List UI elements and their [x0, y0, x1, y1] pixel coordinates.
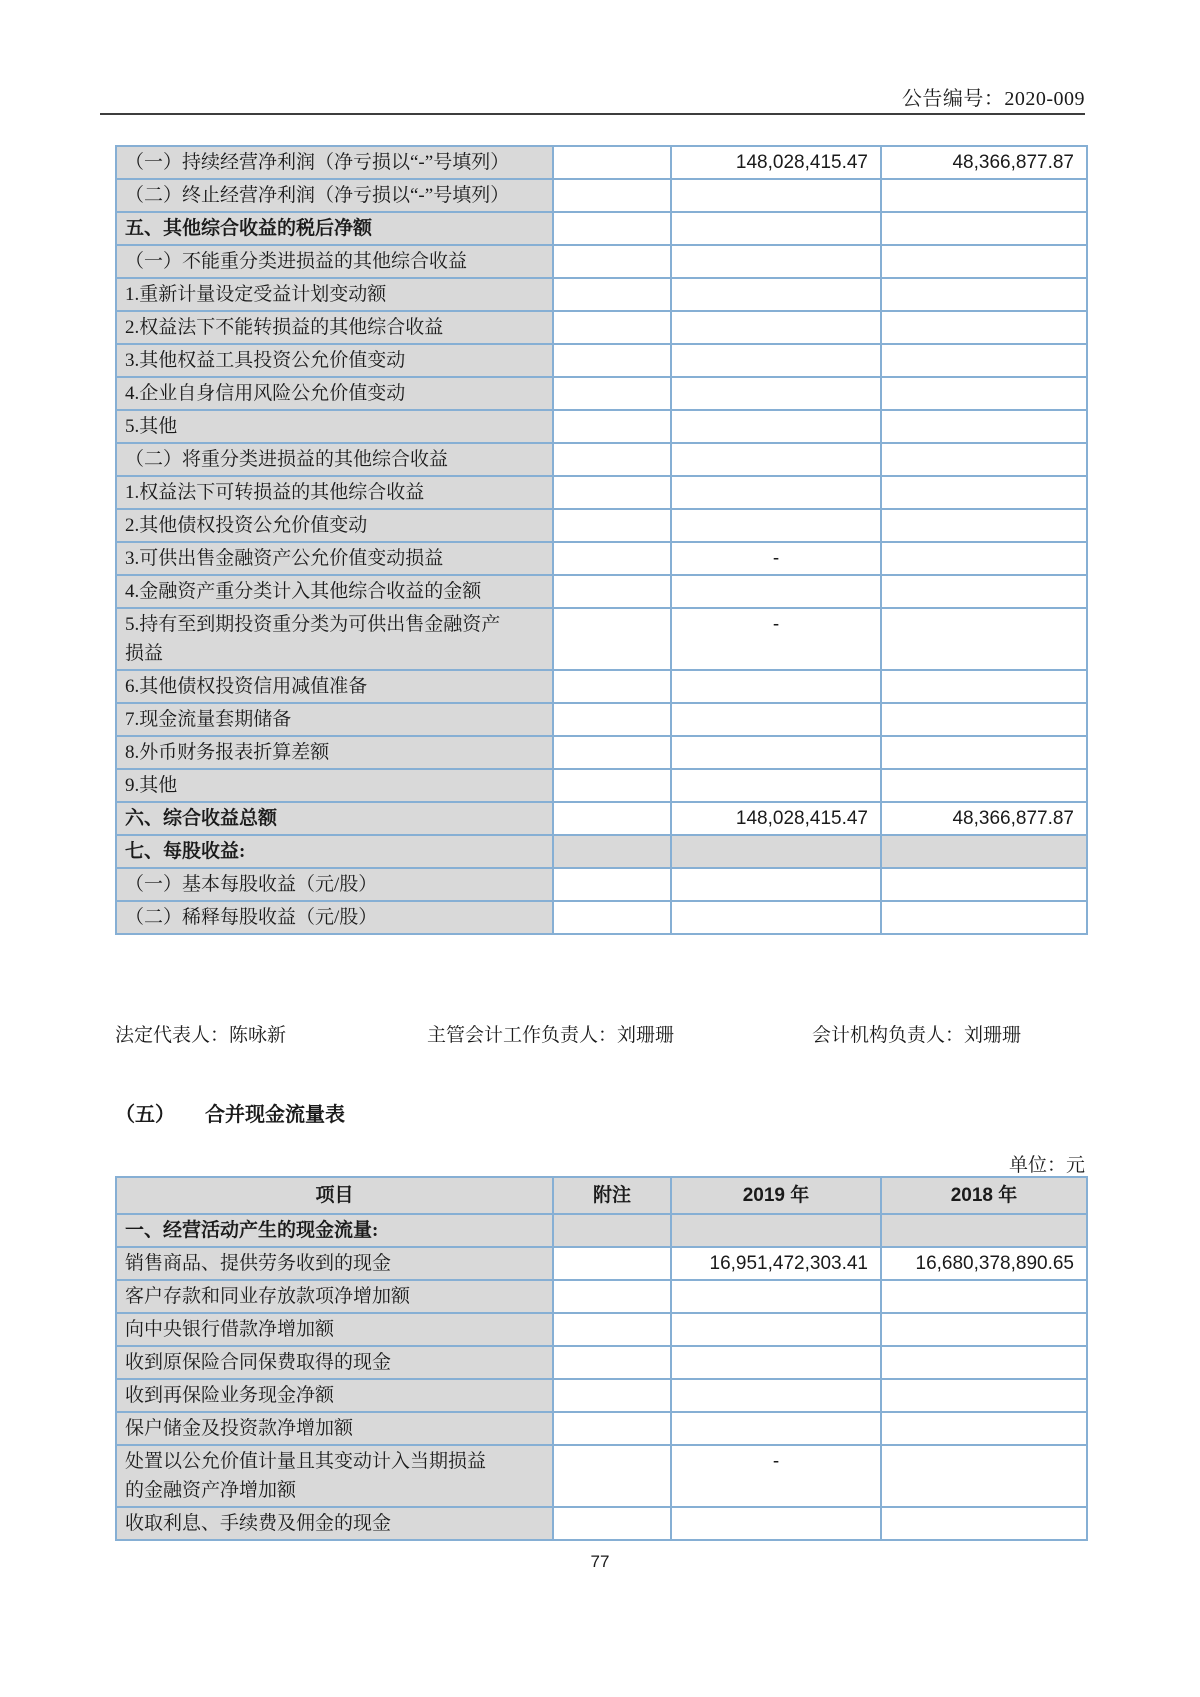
value-2018-cell	[881, 410, 1087, 443]
value-2019-cell	[671, 278, 881, 311]
item-label-cell: 9.其他	[116, 769, 553, 802]
table-row	[116, 835, 1087, 868]
table-row	[116, 1313, 1087, 1346]
note-cell	[553, 1507, 671, 1540]
note-cell	[553, 736, 671, 769]
value-2019-cell	[671, 1412, 881, 1445]
note-cell	[553, 575, 671, 608]
value-2018-cell	[881, 542, 1087, 575]
table-row	[116, 1214, 1087, 1247]
value-2019-cell	[671, 575, 881, 608]
value-2018-cell	[881, 1346, 1087, 1379]
value-2019-cell	[671, 410, 881, 443]
item-label-cell: 6.其他债权投资信用减值准备	[116, 670, 553, 703]
item-label-cell: （一）基本每股收益（元/股）	[116, 868, 553, 901]
item-label-cell: 七、每股收益:	[116, 835, 553, 868]
cashflow-header-row	[116, 1177, 1087, 1214]
value-2019-cell	[671, 509, 881, 542]
note-cell	[553, 868, 671, 901]
note-cell	[553, 835, 671, 868]
item-label-cell: 7.现金流量套期储备	[116, 703, 553, 736]
value-2018-cell	[881, 1445, 1087, 1507]
page-number: 77	[590, 1552, 610, 1571]
value-2018-cell	[881, 1507, 1087, 1540]
value-2019-cell	[671, 245, 881, 278]
section-number: （五）	[115, 1104, 175, 1126]
value-2018-cell	[881, 1412, 1087, 1445]
table-row	[116, 311, 1087, 344]
item-label-cell: 客户存款和同业存放款项净增加额	[116, 1280, 553, 1313]
value-2018-cell	[881, 278, 1087, 311]
note-cell	[553, 1247, 671, 1280]
value-2019-cell	[671, 1379, 881, 1412]
value-2018-cell	[881, 443, 1087, 476]
note-cell	[553, 1445, 671, 1507]
item-label-cell: 1.权益法下可转损益的其他综合收益	[116, 476, 553, 509]
item-label-cell: 向中央银行借款净增加额	[116, 1313, 553, 1346]
table-row	[116, 1379, 1087, 1412]
table-row	[116, 443, 1087, 476]
table-row	[116, 377, 1087, 410]
value-2019-cell	[671, 736, 881, 769]
note-cell	[553, 509, 671, 542]
note-cell	[553, 608, 671, 670]
section-title	[115, 1098, 345, 1127]
accounting-department-head: 会计机构负责人：刘珊珊	[812, 1025, 1022, 1046]
section-name: 合并现金流量表	[205, 1104, 345, 1126]
value-2019-cell	[671, 1346, 881, 1379]
value-2018-cell	[881, 868, 1087, 901]
value-2019-cell	[671, 769, 881, 802]
item-label-cell: 2.其他债权投资公允价值变动	[116, 509, 553, 542]
item-label-cell: 4.企业自身信用风险公允价值变动	[116, 377, 553, 410]
value-2018-cell	[881, 835, 1087, 868]
item-label-cell: 处置以公允价值计量且其变动计入当期损益的金融资产净增加额	[116, 1445, 553, 1507]
table-row	[116, 509, 1087, 542]
value-2018-cell	[881, 509, 1087, 542]
value-2019-cell	[671, 703, 881, 736]
note-cell	[553, 311, 671, 344]
table-row	[116, 1445, 1087, 1507]
value-2018-cell: 48,366,877.87	[881, 146, 1087, 179]
item-label-cell: 六、综合收益总额	[116, 802, 553, 835]
note-cell	[553, 802, 671, 835]
value-2018-cell	[881, 769, 1087, 802]
item-label-cell: （二）将重分类进损益的其他综合收益	[116, 443, 553, 476]
table-row	[116, 542, 1087, 575]
table-row	[116, 1507, 1087, 1540]
note-cell	[553, 245, 671, 278]
value-2019-cell: -	[671, 542, 881, 575]
note-cell	[553, 703, 671, 736]
value-2018-cell	[881, 245, 1087, 278]
item-label-cell: 4.金融资产重分类计入其他综合收益的金额	[116, 575, 553, 608]
note-cell	[553, 212, 671, 245]
table-row	[116, 575, 1087, 608]
note-cell	[553, 377, 671, 410]
note-cell	[553, 1280, 671, 1313]
table-row	[116, 769, 1087, 802]
item-label-cell: 5.其他	[116, 410, 553, 443]
value-2018-cell	[881, 1280, 1087, 1313]
table-row	[116, 146, 1087, 179]
value-2019-cell	[671, 1280, 881, 1313]
note-cell	[553, 344, 671, 377]
note-cell	[553, 146, 671, 179]
note-cell	[553, 542, 671, 575]
comprehensive-income-table	[115, 145, 1088, 935]
note-cell	[553, 410, 671, 443]
income-table-body	[116, 146, 1087, 934]
unit-label: 单位：元	[1008, 1155, 1085, 1176]
header-item: 项目	[116, 1177, 553, 1214]
value-2019-cell	[671, 901, 881, 934]
table-row	[116, 245, 1087, 278]
item-label-cell: 8.外币财务报表折算差额	[116, 736, 553, 769]
item-label-cell: （一）不能重分类进损益的其他综合收益	[116, 245, 553, 278]
table-row	[116, 179, 1087, 212]
table-row	[116, 1412, 1087, 1445]
header-2018: 2018 年	[881, 1177, 1087, 1214]
value-2018-cell	[881, 901, 1087, 934]
value-2018-cell	[881, 670, 1087, 703]
table-row	[116, 278, 1087, 311]
table-row	[116, 703, 1087, 736]
value-2019-cell	[671, 868, 881, 901]
note-cell	[553, 179, 671, 212]
item-label-cell: 3.可供出售金融资产公允价值变动损益	[116, 542, 553, 575]
table-row	[116, 1280, 1087, 1313]
value-2019-cell	[671, 377, 881, 410]
note-cell	[553, 476, 671, 509]
header-rule	[100, 113, 1085, 115]
value-2019-cell	[671, 1313, 881, 1346]
table-row	[116, 901, 1087, 934]
legal-representative: 法定代表人：陈咏新	[115, 1025, 287, 1046]
announcement-number: 公告编号：2020-009	[901, 88, 1085, 110]
value-2019-cell	[671, 1507, 881, 1540]
note-cell	[553, 769, 671, 802]
item-label-cell: 5.持有至到期投资重分类为可供出售金融资产损益	[116, 608, 553, 670]
value-2019-cell: -	[671, 1445, 881, 1507]
value-2018-cell	[881, 736, 1087, 769]
note-cell	[553, 278, 671, 311]
item-label-cell: 2.权益法下不能转损益的其他综合收益	[116, 311, 553, 344]
table-row	[116, 868, 1087, 901]
value-2019-cell	[671, 443, 881, 476]
value-2019-cell: -	[671, 608, 881, 670]
cashflow-table-body	[116, 1214, 1087, 1540]
table-row	[116, 736, 1087, 769]
cashflow-table	[115, 1176, 1088, 1541]
signature-line	[0, 1020, 1200, 1052]
value-2018-cell	[881, 575, 1087, 608]
table-row	[116, 802, 1087, 835]
item-label-cell: 保户储金及投资款净增加额	[116, 1412, 553, 1445]
note-cell	[553, 443, 671, 476]
item-label-cell: （一）持续经营净利润（净亏损以“-”号填列）	[116, 146, 553, 179]
item-label-cell: 收取利息、手续费及佣金的现金	[116, 1507, 553, 1540]
value-2019-cell: 16,951,472,303.41	[671, 1247, 881, 1280]
value-2019-cell	[671, 835, 881, 868]
value-2019-cell	[671, 670, 881, 703]
table-row	[116, 608, 1087, 670]
chief-accountant: 主管会计工作负责人：刘珊珊	[427, 1025, 675, 1046]
value-2018-cell: 48,366,877.87	[881, 802, 1087, 835]
item-label-cell: 1.重新计量设定受益计划变动额	[116, 278, 553, 311]
item-label-cell: 3.其他权益工具投资公允价值变动	[116, 344, 553, 377]
value-2019-cell	[671, 179, 881, 212]
value-2018-cell: 16,680,378,890.65	[881, 1247, 1087, 1280]
table-row	[116, 212, 1087, 245]
table-row	[116, 410, 1087, 443]
table-row	[116, 476, 1087, 509]
item-label-cell: （二）终止经营净利润（净亏损以“-”号填列）	[116, 179, 553, 212]
table-row	[116, 1247, 1087, 1280]
note-cell	[553, 1214, 671, 1247]
item-label-cell: （二）稀释每股收益（元/股）	[116, 901, 553, 934]
item-label-cell: 五、其他综合收益的税后净额	[116, 212, 553, 245]
note-cell	[553, 670, 671, 703]
value-2018-cell	[881, 703, 1087, 736]
value-2018-cell	[881, 1379, 1087, 1412]
value-2018-cell	[881, 311, 1087, 344]
note-cell	[553, 1346, 671, 1379]
item-label-cell: 收到再保险业务现金净额	[116, 1379, 553, 1412]
note-cell	[553, 1379, 671, 1412]
value-2018-cell	[881, 1214, 1087, 1247]
value-2019-cell	[671, 1214, 881, 1247]
value-2019-cell	[671, 311, 881, 344]
note-cell	[553, 1412, 671, 1445]
value-2019-cell	[671, 344, 881, 377]
value-2019-cell	[671, 212, 881, 245]
item-label-cell: 一、经营活动产生的现金流量:	[116, 1214, 553, 1247]
value-2018-cell	[881, 476, 1087, 509]
value-2018-cell	[881, 212, 1087, 245]
item-label-cell: 收到原保险合同保费取得的现金	[116, 1346, 553, 1379]
value-2019-cell: 148,028,415.47	[671, 146, 881, 179]
value-2018-cell	[881, 608, 1087, 670]
item-label-cell: 销售商品、提供劳务收到的现金	[116, 1247, 553, 1280]
value-2018-cell	[881, 377, 1087, 410]
value-2018-cell	[881, 1313, 1087, 1346]
note-cell	[553, 1313, 671, 1346]
value-2019-cell: 148,028,415.47	[671, 802, 881, 835]
table-row	[116, 344, 1087, 377]
value-2019-cell	[671, 476, 881, 509]
value-2018-cell	[881, 179, 1087, 212]
header-2019: 2019 年	[671, 1177, 881, 1214]
table-row	[116, 670, 1087, 703]
header-note: 附注	[553, 1177, 671, 1214]
table-row	[116, 1346, 1087, 1379]
value-2018-cell	[881, 344, 1087, 377]
note-cell	[553, 901, 671, 934]
